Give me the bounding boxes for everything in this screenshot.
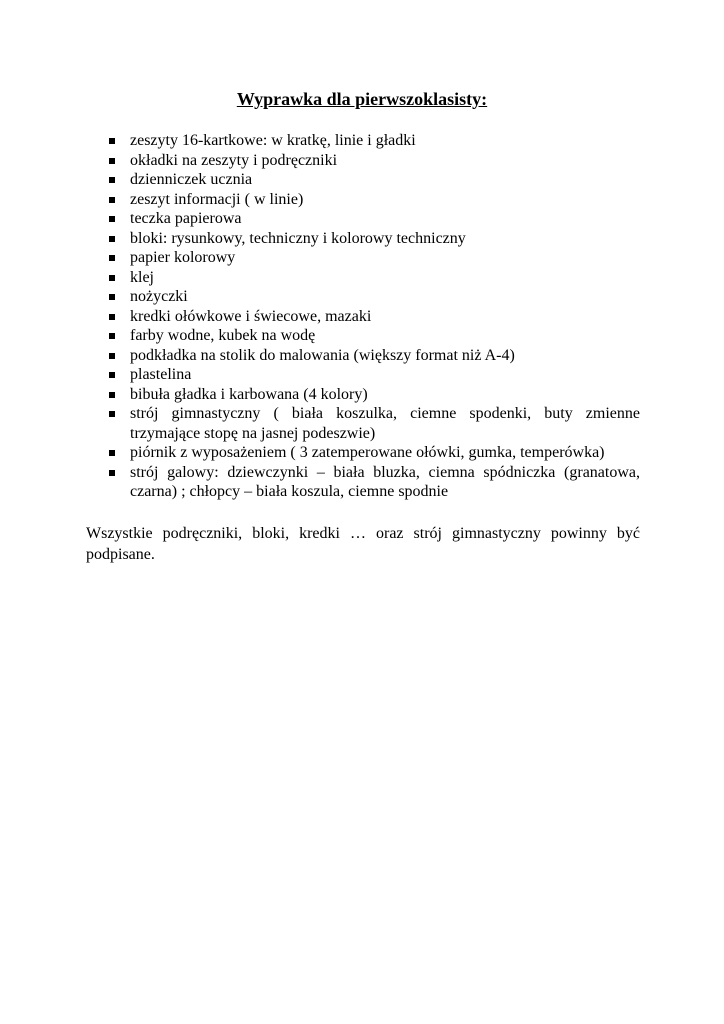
list-item [104,346,640,366]
square-bullet-icon [109,470,115,476]
list-item-text: farby wodne, kubek na wodę [130,327,316,344]
list-item-text: zeszyt informacji ( w linie) [130,190,304,208]
square-bullet-icon [109,197,115,203]
square-bullet-icon [109,216,115,222]
square-bullet-icon [109,333,115,339]
list-item [104,268,640,288]
square-bullet-icon [109,411,115,417]
list-item [104,443,640,463]
list-item [104,287,640,307]
list-item-text: dzienniczek ucznia [130,171,253,188]
list-item [104,131,640,151]
list-item [104,170,640,190]
list-item-text: nożyczki [130,288,188,305]
square-bullet-icon [109,353,115,359]
list-item [104,248,640,268]
list-item-text: strój gimnastyczny ( biała koszulka, ciemne spodenki, buty zmienne trzymające stopę na jasnej podeszwie) [130,405,640,442]
square-bullet-icon [109,450,115,456]
list-item-text: podkładka na stolik do malowania (większy format niż A-4) [130,346,515,364]
square-bullet-icon [109,275,115,281]
supply-list [104,131,640,502]
square-bullet-icon [109,372,115,378]
list-item-text: bibuła gładka i karbowana (4 kolory) [130,385,368,403]
list-item-text: teczka papierowa [130,210,242,227]
list-item-text: kredki ołówkowe i świecowe, mazaki [130,307,372,325]
list-item [104,307,640,327]
list-item [104,190,640,210]
list-item [104,326,640,346]
square-bullet-icon [109,138,115,144]
square-bullet-icon [109,158,115,164]
list-item [104,365,640,385]
list-item-text: klej [130,268,154,286]
square-bullet-icon [109,255,115,261]
list-item [104,229,640,249]
square-bullet-icon [109,392,115,398]
list-item-text: bloki: rysunkowy, techniczny i kolorowy techniczny [130,229,466,247]
list-item-text: okładki na zeszyty i podręczniki [130,151,338,169]
list-item [104,385,640,405]
square-bullet-icon [109,294,115,300]
list-item [104,209,640,229]
document-title: Wyprawka dla pierwszoklasisty: [236,89,488,109]
square-bullet-icon [109,236,115,242]
list-item [104,151,640,171]
list-item-text: papier kolorowy [130,249,236,266]
closing-note: Wszystkie podręczniki, bloki, kredki … oraz strój gimnastyczny powinny być podpisane. [86,525,640,563]
list-item [104,404,640,443]
list-item [104,463,640,502]
square-bullet-icon [109,177,115,183]
list-item-text: piórnik z wyposażeniem ( 3 zatemperowane ołówki, gumka, temperówka) [130,444,605,461]
list-item-text: strój galowy: dziewczynki – biała bluzka, ciemna spódniczka (granatowa, czarna) ; chłopcy – biała koszula, ciemne spodnie [130,463,640,500]
list-item-text: plastelina [130,366,192,383]
list-item-text: zeszyty 16-kartkowe: w kratkę, linie i gładki [130,132,416,149]
square-bullet-icon [109,314,115,320]
